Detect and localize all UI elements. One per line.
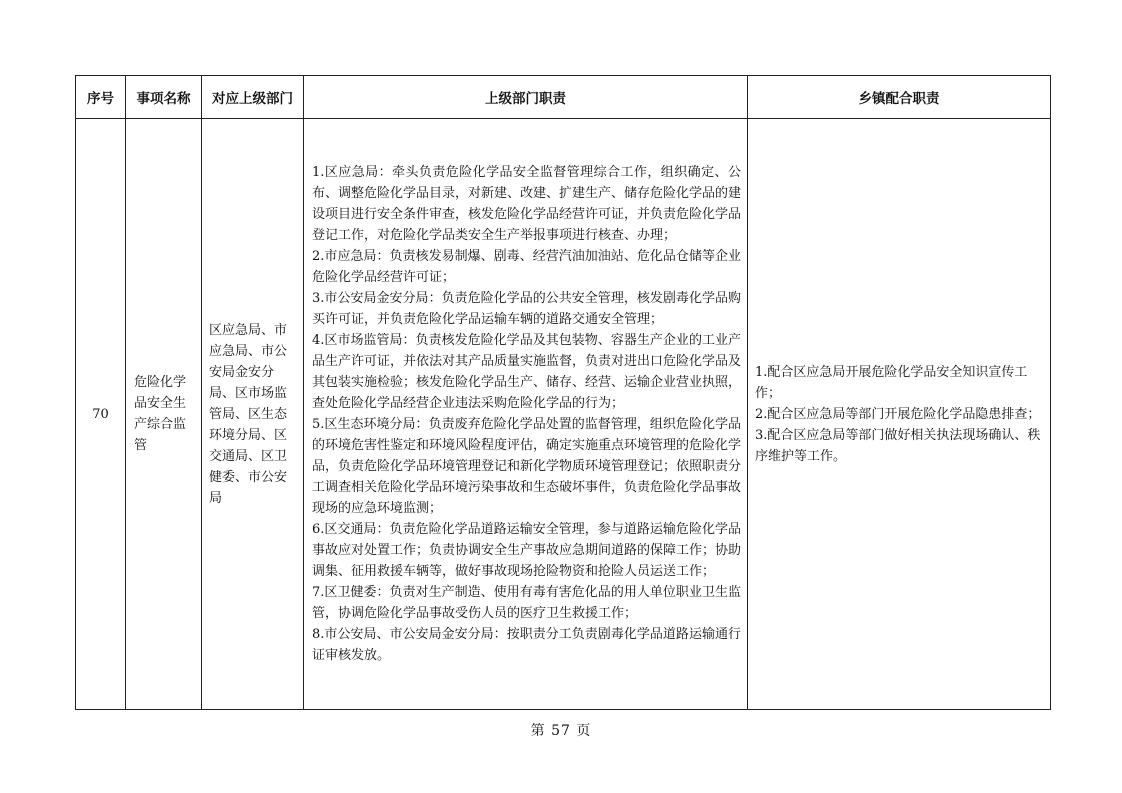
cell-item-name: 危险化学品安全生产综合监管: [126, 119, 202, 710]
page-number: 第 57 页: [530, 723, 592, 739]
duty-item: 6.区交通局：负责危险化学品道路运输安全管理，参与道路运输危险化学品事故应对处置工作；负责协调安全生产事故应急期间道路的保障工作；协助调集、征用救援车辆等，做好事故现场抢险物资和抢险人员运送工作；: [312, 522, 742, 579]
town-duty-item: 1.配合区应急局开展危险化学品安全知识宣传工作；: [755, 364, 1028, 401]
duty-item: 8.市公安局、市公安局金安分局：按职责分工负责剧毒化学品道路运输通行证审核发放。: [312, 627, 741, 663]
table-row: [76, 119, 1051, 710]
duty-item: 7.区卫健委：负责对生产制造、使用有毒有害危化品的用人单位职业卫生监管，协调危险化学品事故受伤人员的医疗卫生救援工作；: [312, 585, 741, 621]
town-duty-item: 3.配合区应急局等部门做好相关执法现场确认、秩序维护等工作。: [755, 427, 1041, 464]
cell-superior-dept: 区应急局、市应急局、市公安局金安分局、区市场监管局、区生态环境分局、区交通局、区卫健委、市公安局: [202, 119, 304, 710]
duty-item: 5.区生态环境分局：负责废弃危险化学品处置的监督管理，组织危险化学品的环境危害性鉴定和环境风险程度评估，确定实施重点环境管理的危险化学品，负责危险化学品环境管理登记和新化学物质环境管理登记；依照职责分工调查相关危险化学品环境污染事故和生态破坏事件，负责危险化学品事故现场的应急环境监测；: [312, 417, 742, 516]
cell-town-duty: [748, 119, 1051, 710]
duty-item: 4.区市场监管局：负责核发危险化学品及其包装物、容器生产企业的工业产品生产许可证，并依法对其产品质量实施监督，负责对进出口危险化学品及其包装实施检验；核发危险化学品生产、储存、经营、运输企业营业执照，查处危险化学品经营企业违法采购危险化学品的行为；: [312, 333, 742, 411]
duty-item: 1.区应急局：牵头负责危险化学品安全监督管理综合工作，组织确定、公布、调整危险化学品目录，对新建、改建、扩建生产、储存危险化学品的建设项目进行安全条件审查，核发危险化学品经营许可证，并负责危险化学品登记工作，对危险化学品类安全生产举报事项进行核查、办理；: [312, 165, 742, 243]
header-town-duty: 乡镇配合职责: [748, 76, 1051, 119]
duty-item: 3.市公安局金安分局：负责危险化学品的公共安全管理，核发剧毒化学品购买许可证，并负责危险化学品运输车辆的道路交通安全管理；: [312, 291, 741, 327]
header-superior-duty: 上级部门职责: [304, 76, 748, 119]
header-item-name: 事项名称: [126, 76, 202, 119]
table-header-row: [76, 76, 1051, 119]
header-superior-dept: 对应上级部门: [202, 76, 304, 119]
header-no: 序号: [76, 76, 126, 119]
responsibility-table: [75, 75, 1051, 710]
town-duty-item: 2.配合区应急局等部门开展危险化学品隐患排查；: [755, 406, 1041, 422]
cell-superior-duty: [304, 119, 748, 710]
duty-item: 2.市应急局：负责核发易制爆、剧毒、经营汽油加油站、危化品仓储等企业危险化学品经营许可证；: [312, 249, 741, 285]
cell-no: 70: [76, 119, 126, 710]
